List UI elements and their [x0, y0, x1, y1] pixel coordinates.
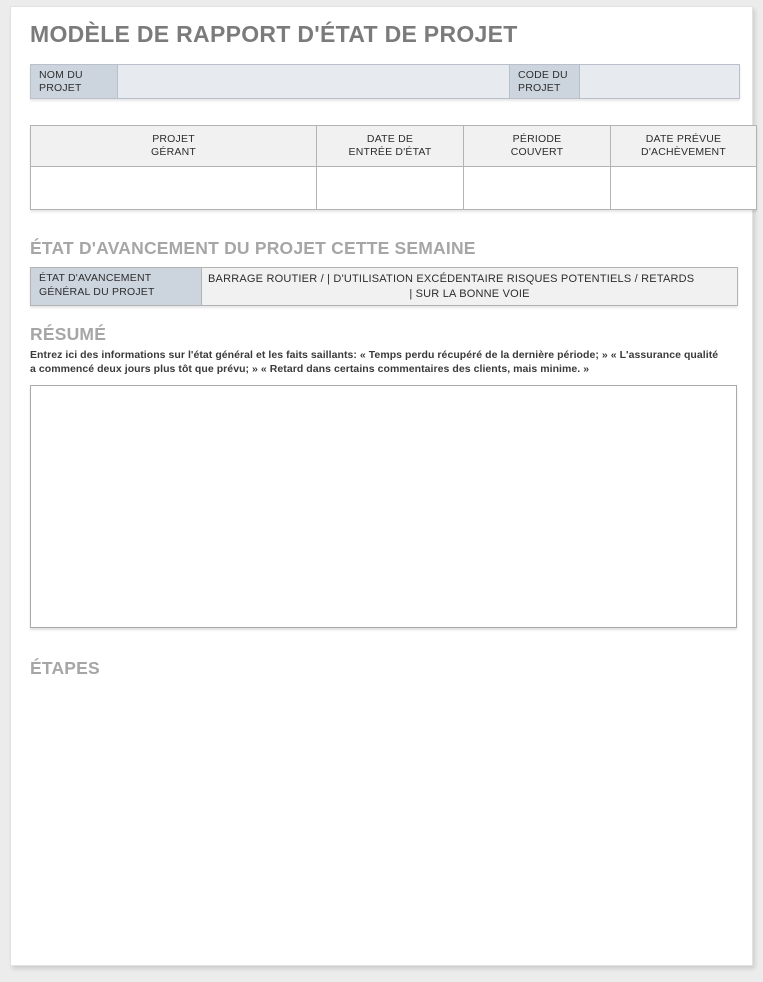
overall-status-band — [30, 267, 738, 306]
column-header-period-covered — [464, 126, 611, 167]
page-title: MODÈLE DE RAPPORT D'ÉTAT DE PROJET — [30, 21, 518, 47]
header-line-1: DATE PRÉVUE — [645, 133, 722, 145]
header-line-1: DATE DE — [366, 133, 414, 145]
overall-status-label — [31, 268, 202, 305]
resume-instructions: Entrez ici des informations sur l'état général et les faits saillants: « Temps perdu récupéré de la dernière période; » « L'assurance qualité a commencé deux jours plus tôt que prévu; » « Retard dans certains commentaires des clients, mais minime. » — [30, 349, 719, 375]
cell-status-date[interactable] — [317, 167, 464, 210]
cell-period-covered[interactable] — [464, 167, 611, 210]
etapes-section-heading: ÉTAPES — [30, 658, 100, 678]
overall-status-options[interactable] — [202, 268, 737, 305]
header-line-1: PÉRIODE — [512, 133, 562, 145]
column-header-project-manager — [31, 126, 317, 167]
project-name-bar — [30, 64, 740, 99]
project-name-input[interactable] — [118, 65, 510, 98]
resume-section-heading: RÉSUMÉ — [30, 324, 107, 344]
project-name-label: NOM DU PROJET — [31, 65, 118, 98]
resume-textarea[interactable] — [30, 385, 737, 628]
table-header-row — [31, 126, 757, 167]
project-info-table — [30, 125, 757, 210]
header-line-2: GÉRANT — [151, 146, 196, 158]
header-line-2: D'ACHÈVEMENT — [641, 146, 726, 158]
project-code-input[interactable] — [580, 65, 739, 98]
column-header-status-date — [317, 126, 464, 167]
header-line-1: PROJET — [152, 133, 195, 145]
cell-project-manager[interactable] — [31, 167, 317, 210]
document-content — [30, 21, 740, 679]
project-code-label: CODE DU PROJET — [510, 65, 580, 98]
status-options-line-2: | SUR LA BONNE VOIE — [409, 287, 530, 300]
table-row — [31, 167, 757, 210]
header-line-2: ENTRÉE D'ÉTAT — [348, 146, 432, 158]
status-options-line-1: BARRAGE ROUTIER / | D'UTILISATION EXCÉDENTAIRE RISQUES POTENTIELS / RETARDS — [208, 273, 695, 285]
status-section-heading: ÉTAT D'AVANCEMENT DU PROJET CETTE SEMAINE — [30, 238, 476, 258]
status-label-line-2: GÉNÉRAL DU PROJET — [39, 285, 155, 298]
header-line-2: COUVERT — [510, 146, 564, 158]
status-label-line-1: ÉTAT D'AVANCEMENT — [39, 272, 152, 284]
cell-expected-completion[interactable] — [611, 167, 757, 210]
column-header-expected-completion — [611, 126, 757, 167]
document-sheet — [10, 6, 753, 966]
